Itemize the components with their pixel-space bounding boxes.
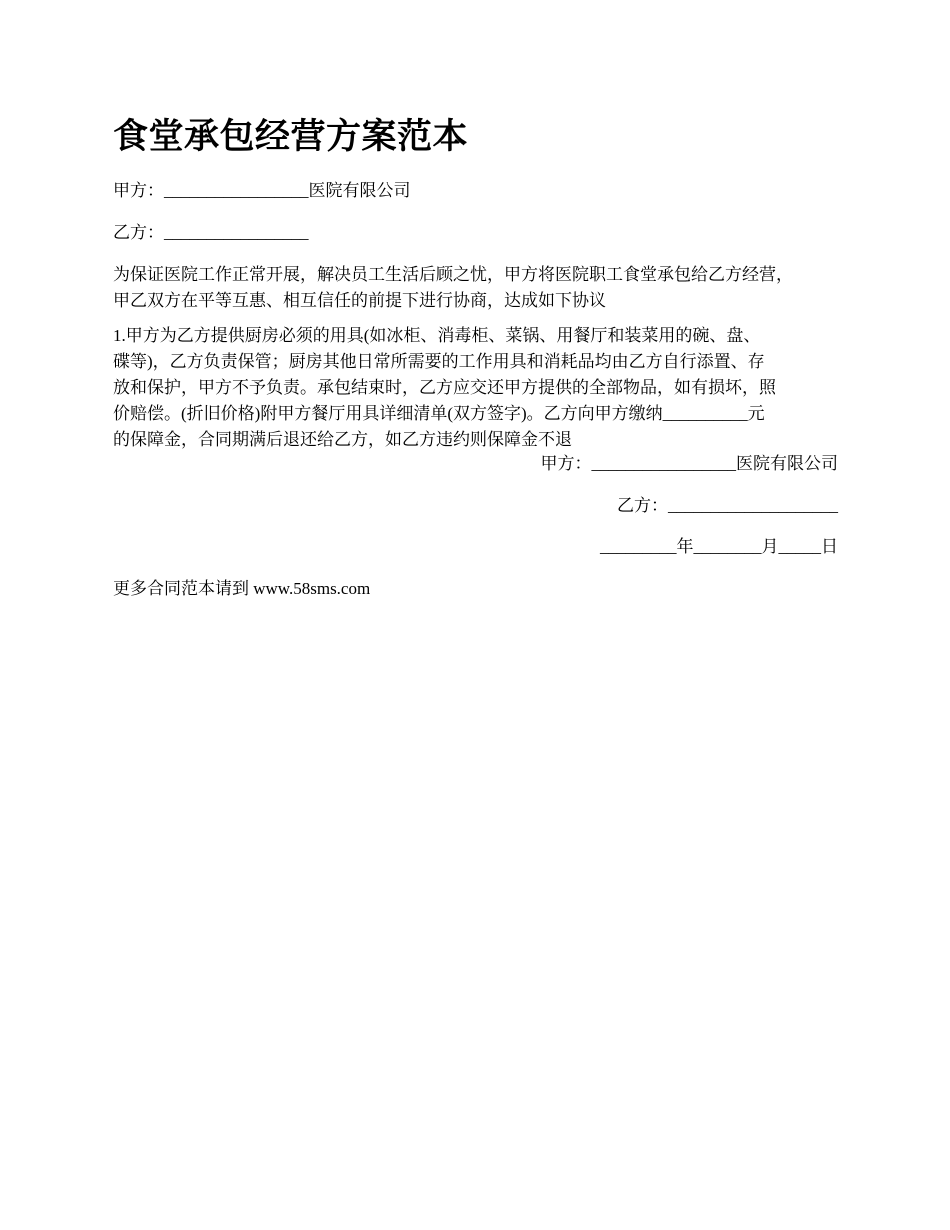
footer-note: 更多合同范本请到 www.58sms.com — [113, 579, 371, 598]
signature-party-b: 乙方：____________________ — [617, 496, 838, 515]
clause-line: 的保障金，合同期满后退还给乙方，如乙方违约则保障金不退 — [113, 430, 572, 449]
signature-party-a: 甲方：_________________医院有限公司 — [540, 454, 838, 473]
clause-1-paragraph — [113, 323, 776, 453]
intro-paragraph — [113, 262, 793, 314]
clause-line: 放和保护，甲方不予负责。承包结束时，乙方应交还甲方提供的全部物品，如有损坏，照 — [113, 378, 776, 397]
clause-line: 价赔偿。(折旧价格)附甲方餐厅用具详细清单(双方签字)。乙方向甲方缴纳__________元 — [113, 404, 765, 423]
clause-line: 1.甲方为乙方提供厨房必须的用具(如冰柜、消毒柜、菜锅、用餐厅和装菜用的碗、盘、 — [113, 326, 761, 345]
intro-line: 甲乙双方在平等互惠、相互信任的前提下进行协商，达成如下协议 — [113, 291, 606, 310]
clause-line: 碟等)，乙方负责保管；厨房其他日常所需要的工作用具和消耗品均由乙方自行添置、存 — [113, 352, 765, 371]
party-b-line: 乙方：_________________ — [113, 223, 309, 242]
document-title: 食堂承包经营方案范本 — [113, 116, 469, 157]
intro-line: 为保证医院工作正常开展，解决员工生活后顾之忧，甲方将医院职工食堂承包给乙方经营， — [113, 265, 793, 284]
party-a-line: 甲方：_________________医院有限公司 — [113, 181, 411, 200]
signature-date: _________年________月_____日 — [600, 537, 838, 556]
